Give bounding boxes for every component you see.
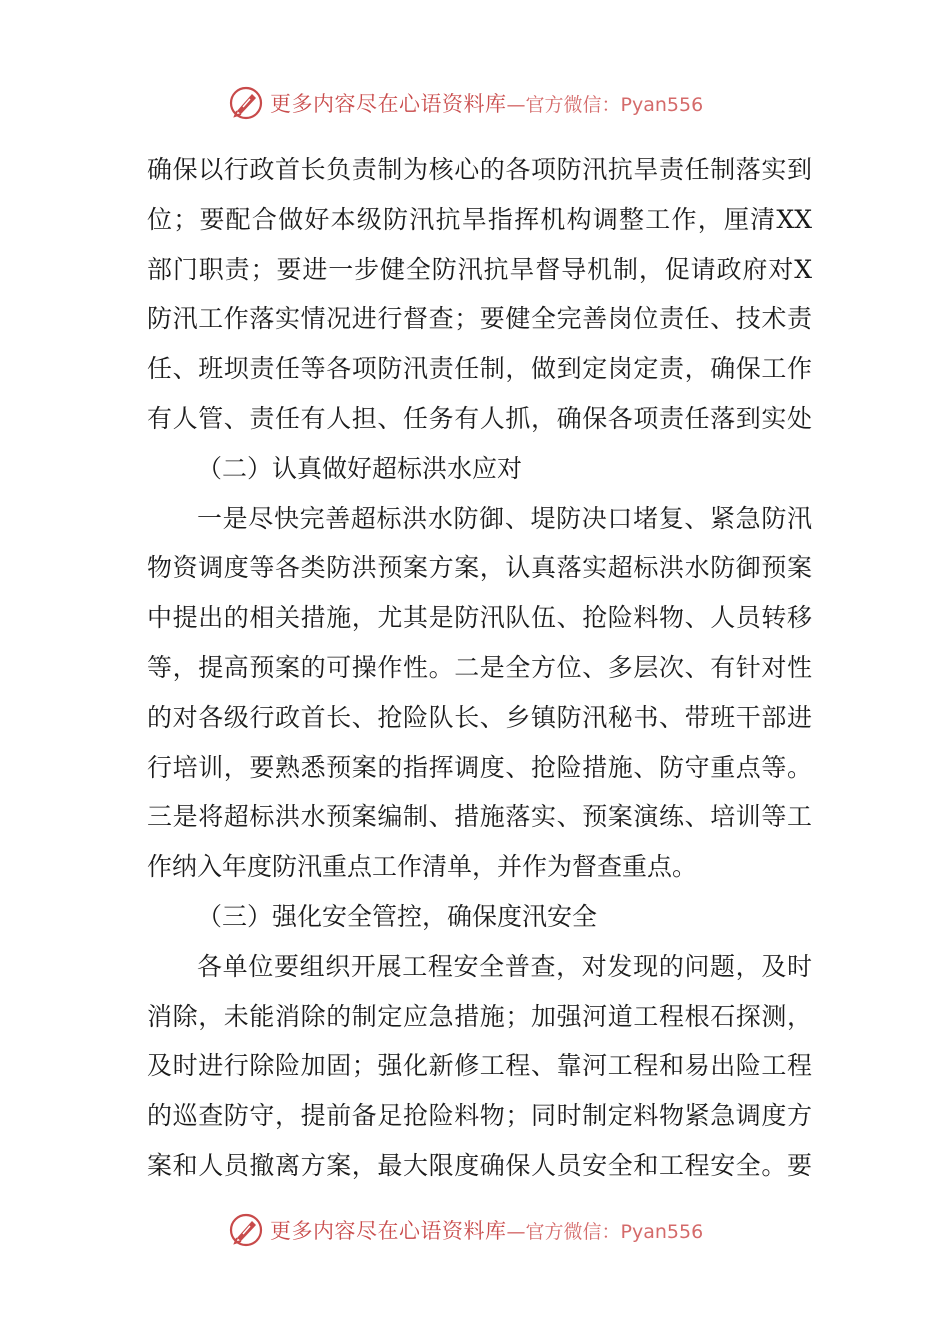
watermark-text: 更多内容尽在心语资料库 <box>270 92 507 116</box>
body-line: 部门职责；要进一步健全防汛抗旱督导机制，促请政府对X <box>147 254 812 284</box>
body-line: 物资调度等各类防洪预案方案，认真落实超标洪水防御预案 <box>147 553 812 583</box>
body-line: 防汛工作落实情况进行督查；要健全完善岗位责任、技术责 <box>147 304 812 334</box>
section-heading: （三）强化安全管控，确保度汛安全 <box>197 901 598 931</box>
body-line: 行培训，要熟悉预案的指挥调度、抢险措施、防守重点等。 <box>147 752 812 782</box>
pen-nib-logo-icon <box>228 1212 264 1248</box>
body-line: 三是将超标洪水预案编制、措施落实、预案演练、培训等工 <box>147 802 812 832</box>
body-line: 作纳入年度防汛重点工作清单，并作为督查重点。 <box>147 852 698 882</box>
watermark-wechat: —官方微信：Pyan556 <box>506 1220 704 1243</box>
body-line: 的对各级行政首长、抢险队长、乡镇防汛秘书、带班干部进 <box>147 702 812 732</box>
body-line: 中提出的相关措施，尤其是防汛队伍、抢险料物、人员转移 <box>147 603 812 633</box>
watermark-wechat: —官方微信：Pyan556 <box>506 93 704 116</box>
body-line: 各单位要组织开展工程安全普查，对发现的问题，及时 <box>197 951 812 981</box>
watermark-text: 更多内容尽在心语资料库 <box>270 1219 507 1243</box>
body-line: 任、班坝责任等各项防汛责任制，做到定岗定责，确保工作 <box>147 354 812 384</box>
body-line: 案和人员撤离方案，最大限度确保人员安全和工程安全。要 <box>147 1150 812 1180</box>
body-line: 等，提高预案的可操作性。二是全方位、多层次、有针对性 <box>147 652 812 682</box>
body-line: 有人管、责任有人担、任务有人抓，确保各项责任落到实处 <box>147 403 812 433</box>
body-line: 位；要配合做好本级防汛抗旱指挥机构调整工作，厘清XX <box>147 204 812 234</box>
header-watermark-banner <box>228 82 703 124</box>
body-line: 及时进行除险加固；强化新修工程、靠河工程和易出险工程 <box>147 1051 812 1081</box>
body-line: 一是尽快完善超标洪水防御、堤防决口堵复、紧急防汛 <box>197 503 812 533</box>
section-heading: （二）认真做好超标洪水应对 <box>197 453 523 483</box>
body-line: 的巡查防守，提前备足抢险料物；同时制定料物紧急调度方 <box>147 1101 812 1131</box>
pen-nib-logo-icon <box>228 85 264 121</box>
document-body <box>147 145 812 1191</box>
footer-watermark-banner <box>228 1209 703 1251</box>
body-line: 确保以行政首长负责制为核心的各项防汛抗旱责任制落实到 <box>147 155 812 184</box>
body-line: 消除，未能消除的制定应急措施；加强河道工程根石探测， <box>147 1001 812 1031</box>
